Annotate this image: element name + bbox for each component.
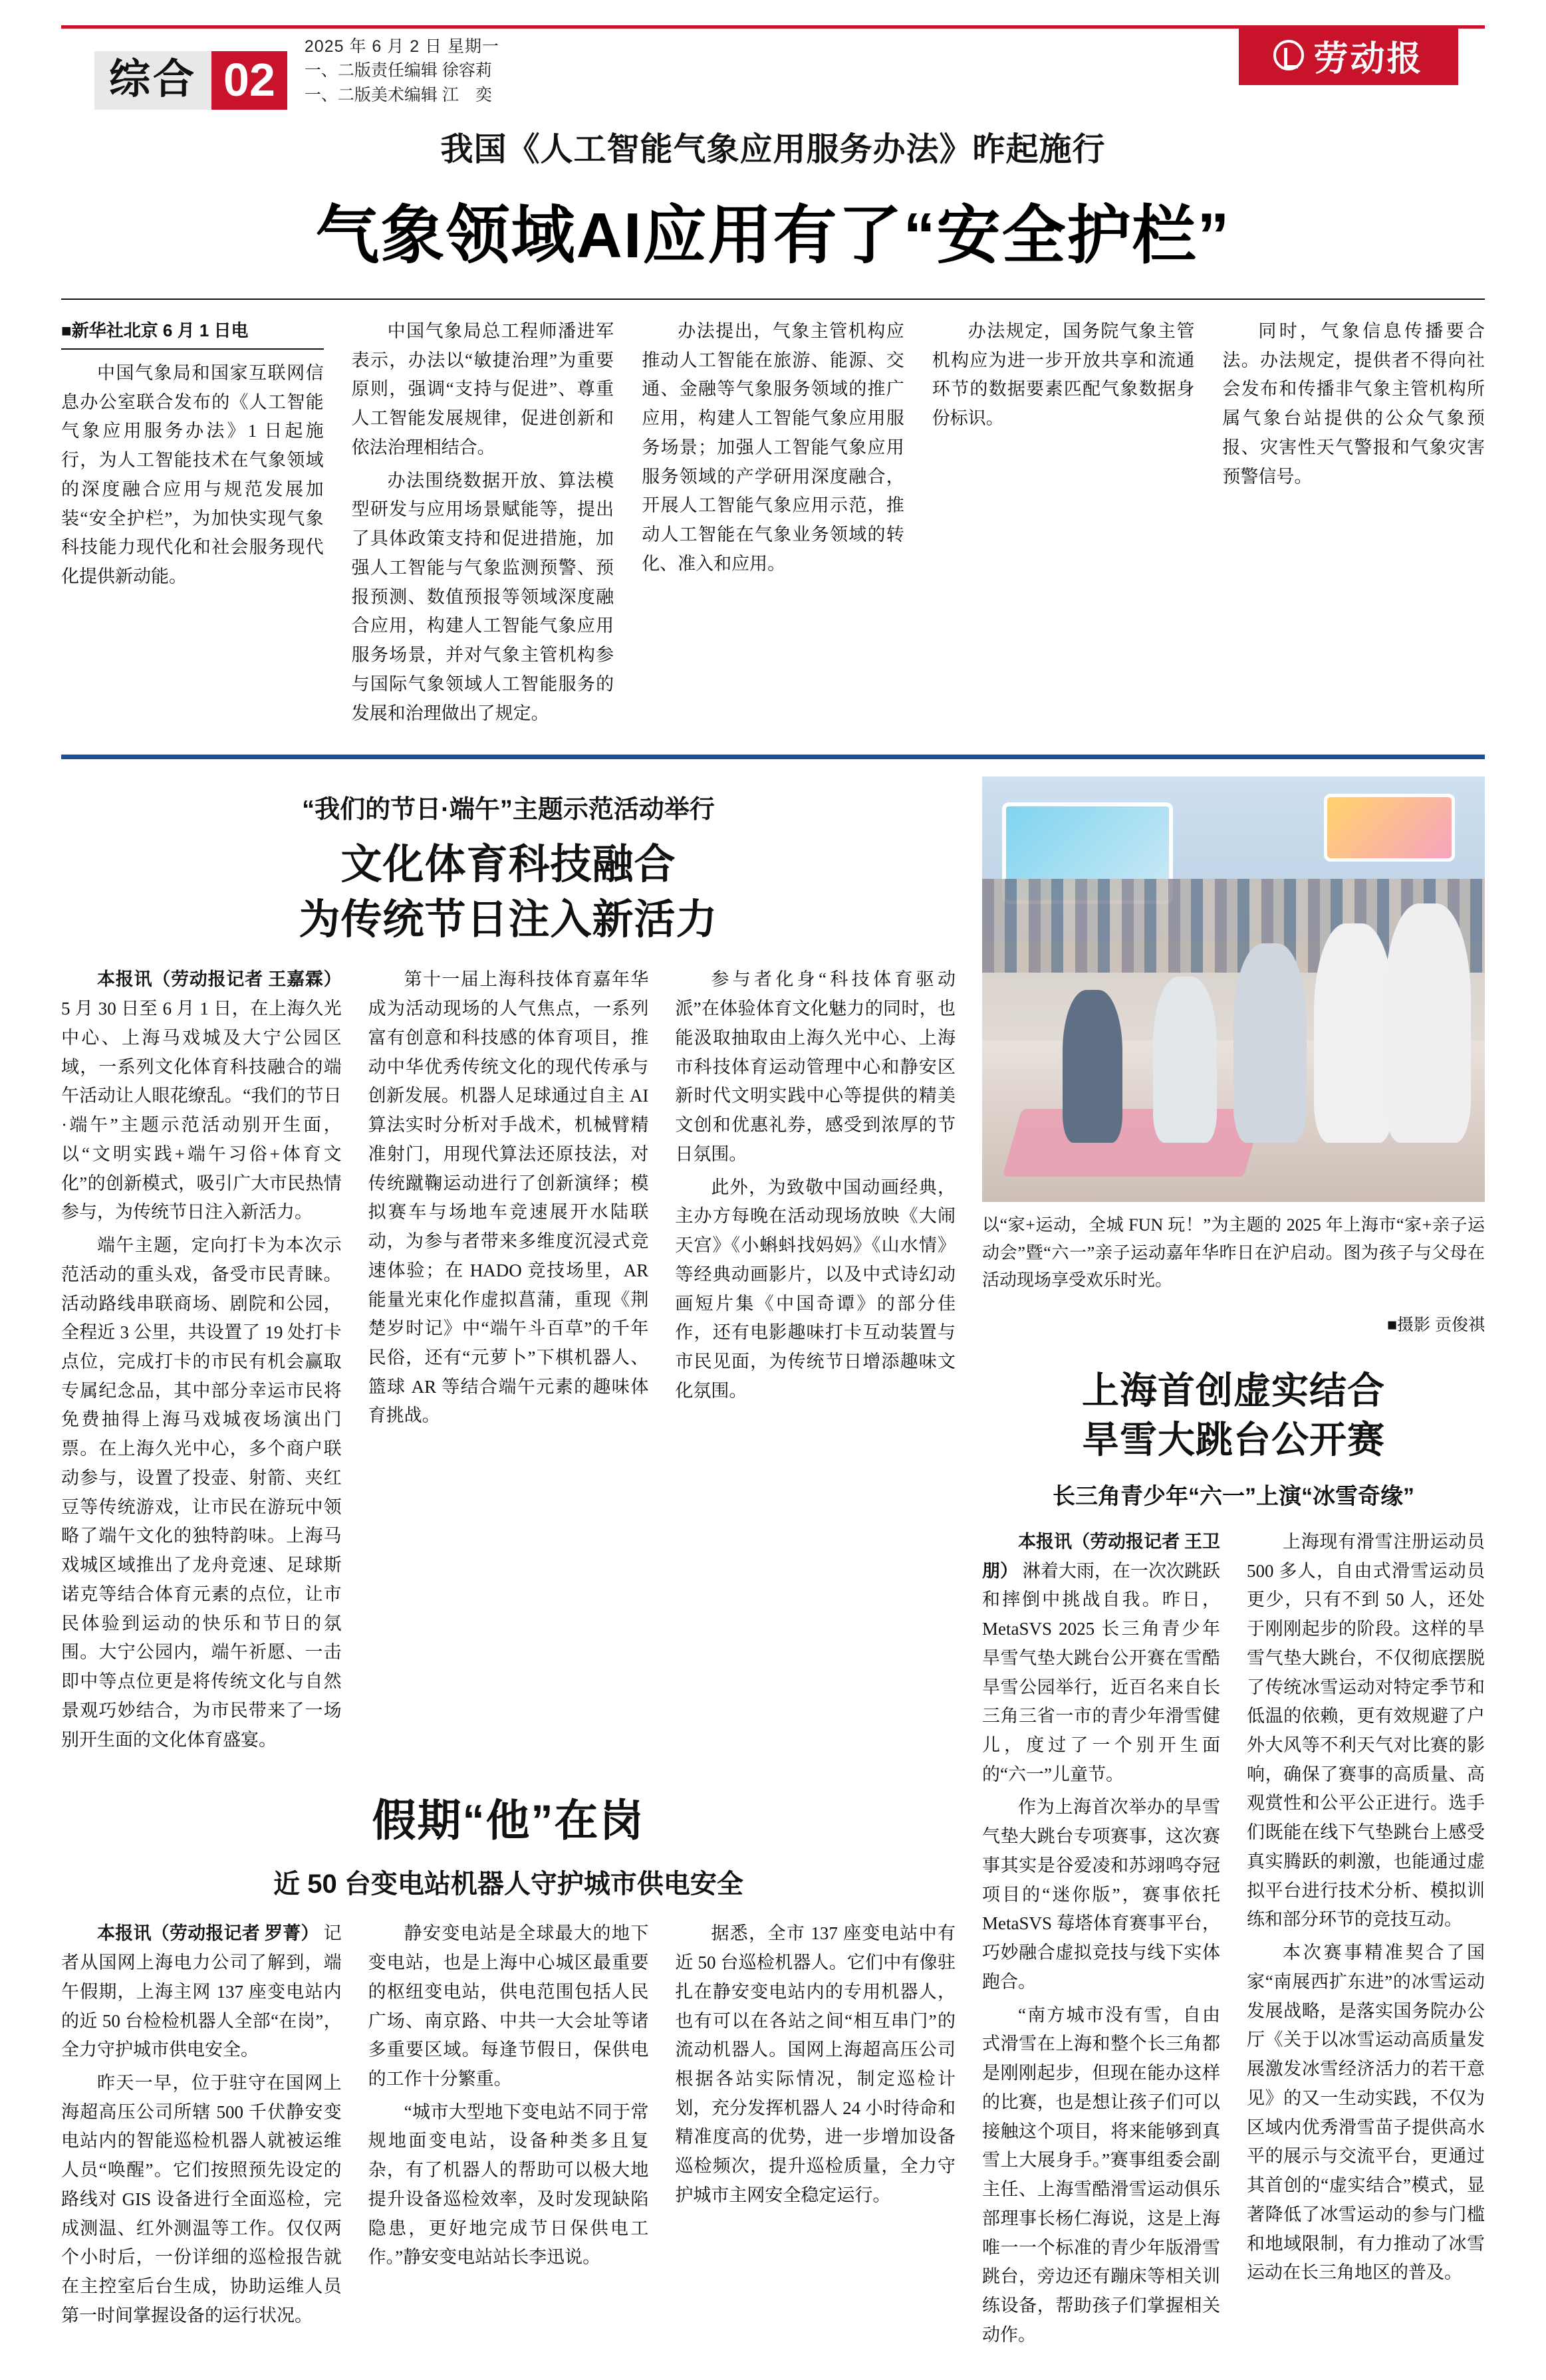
ski-byline-para xyxy=(982,1528,1220,1790)
robot-para-3: 静安变电站是全球最大的地下变电站，也是上海中心城区最重要的枢纽变电站，供电范围包括人民广场、南京路、中共一大会址等诸多重要区域。每逢节假日，保供电的工作十分繁重。 xyxy=(368,1923,649,2089)
feature-para-2: 端午主题，定向打卡为本次示范活动的重头戏，备受市民青睐。活动路线串联商场、剧院和公园，全程近 3 公里，共设置了 19 处打卡点位，完成打卡的市民有机会赢取专属纪念品，其中部分幸运市民将免费抽得上海马戏城夜场演出门票。在上海久光中心，多个商户联动参与，设置了投壶、射箭、夹红豆等传统游戏，让市民在游玩中领略了端午文化的独特韵味。上海马戏城区域推出了龙舟竞速、足球斯诺克等结合体育元素的点位，让市民体验到运动的快乐和节日的氛围。大宁公园内，端午祈愿、一击即中等点位更是将传统文化与自然景观巧妙结合，为市民带来了一场别开生面的文化体育盛宴。 xyxy=(61,1235,342,1750)
robot-headline-block xyxy=(61,1785,956,1901)
feature-col-3 xyxy=(675,965,956,1758)
photo-block xyxy=(982,776,1485,1336)
masthead-left xyxy=(94,35,499,110)
middle-section xyxy=(61,776,1485,2353)
feature-body xyxy=(61,965,956,1758)
editor-line-1: 一、二版责任编辑 徐容莉 xyxy=(304,61,492,80)
lead-para-5: 办法规定，国务院气象主管机构应为进一步开放共享和流通环节的数据要素匹配气象数据身份标识。 xyxy=(932,321,1195,429)
feature-para-5: 此外，为致敬中国动画经典，主办方每晚在活动现场放映《大闹天宫》《小蝌蚪找妈妈》《山水情》等经典动画影片，以及中式诗幻动画短片集《中国奇谭》的部分佳作，还有电影趣味打卡互动装置与市民见面，为传统节日增添趣味文化氛围。 xyxy=(675,1177,956,1401)
robot-subtitle: 近 50 台变电站机器人守护城市供电安全 xyxy=(273,1869,743,1899)
lead-headline: 气象领域AI应用有了“安全护栏” xyxy=(315,200,1231,271)
feature-col-2 xyxy=(368,965,649,1758)
lead-para-6: 同时，气象信息传播要合法。办法规定，提供者不得向社会发布和传播非气象主管机构所属气象台站提供的公众气象预报、灾害性天气警报和气象灾害预警信号。 xyxy=(1222,321,1485,487)
ski-byline: 本报讯（劳动报记者 王卫朋） xyxy=(982,1531,1220,1581)
masthead xyxy=(61,0,1485,120)
editor-line-2: 一、二版美术编辑 江 奕 xyxy=(304,85,492,104)
robot-para-4: “城市大型地下变电站不同于常规地面变电站，设备种类多且复杂，有了机器人的帮助可以极大地提升设备巡检效率，及时发现缺陷隐患，更好地完成节日保供电工作。”静安变电站站长李迅说。 xyxy=(368,2101,649,2268)
robot-col-3 xyxy=(675,1919,956,2334)
lead-dateline: ■新华社北京 6 月 1 日电 xyxy=(61,317,324,350)
feature-byline-para xyxy=(61,965,342,1227)
photo-play-mat xyxy=(1003,1109,1263,1177)
lead-col-5 xyxy=(1222,317,1485,732)
robot-byline: 本报讯（劳动报记者 罗菁） xyxy=(97,1923,319,1944)
ski-title-line-1: 上海首创虚实结合 xyxy=(1082,1369,1385,1412)
ski-para-1: 淋着大雨，在一次次跳跃和摔倒中挑战自我。昨日，MetaSVS 2025 长三角青少年旱雪气垫大跳台公开赛在雪酷旱雪公园举行，近百名来自长三角三省一市的青少年滑雪健儿，度过了一个别开生面的“六一”儿童节。 xyxy=(982,1560,1221,1784)
lead-para-1: 中国气象局和国家互联网信息办公室联合发布的《人工智能气象应用服务办法》1 日起施行，为人工智能技术在气象领域的深度融合应用与规范发展加装“安全护栏”，为加快实现气象科技能力现代化和社会服务现代化提供新动能。 xyxy=(61,363,324,587)
ski-subtitle: 长三角青少年“六一”上演“冰雪奇缘” xyxy=(1053,1483,1414,1509)
photo-figure-2 xyxy=(1153,977,1217,1143)
ski-headline-block xyxy=(982,1366,1485,1510)
photo-figure-3 xyxy=(1233,943,1307,1143)
ski-para-5: 本次赛事精准契合了国家“南展西扩东进”的冰雪运动发展战略，是落实国务院办公厅《关于以冰雪运动高质量发展激发冰雪经济活力的若干意见》的又一生动实践，不仅为区域内优秀滑雪苗子提供高水平的展示与交流平台，更通过其首创的“虚实结合”模式，显著降低了冰雪运动的参与门槛和地域限制，有力推动了冰雪运动在长三角地区的普及。 xyxy=(1247,1943,1485,2283)
robot-col-2 xyxy=(368,1919,649,2334)
photo-banner-right xyxy=(1324,794,1455,862)
ski-body xyxy=(982,1528,1485,2354)
photo-figure-1 xyxy=(1063,990,1122,1143)
feature-para-1: 5 月 30 日至 6 月 1 日，在上海久光中心、上海马戏城及大宁公园区域，一系列文化体育科技融合的端午活动让人眼花缭乱。“我们的节日·端午”主题示范活动别开生面，以“文明实践+端午习俗+体育文化”的创新模式，吸引广大市民热情参与，为传统节日注入新活力。 xyxy=(61,999,342,1223)
masthead-meta xyxy=(305,35,499,110)
right-column xyxy=(982,776,1485,2353)
photo-credit: ■摄影 贡俊祺 xyxy=(1386,1316,1485,1335)
lead-col-3 xyxy=(642,317,904,732)
photo-caption: 以“家+运动，全城 FUN 玩！”为主题的 2025 年上海市“家+亲子运动会”暨“六一”亲子运动嘉年华昨日在沪启动。图为孩子与父母在活动现场享受欢乐时光。 xyxy=(982,1215,1485,1290)
ski-title-line-2: 旱雪大跳台公开赛 xyxy=(1082,1418,1385,1461)
ski-col-1 xyxy=(982,1528,1220,2354)
section-name: 综合 xyxy=(94,51,211,110)
lead-body xyxy=(61,317,1485,732)
lead-col-1 xyxy=(61,317,324,732)
event-photo xyxy=(982,776,1485,1202)
lead-para-3: 办法围绕数据开放、算法模型研发与应用场景赋能等，提出了具体政策支持和促进措施，加强人工智能与气象监测预警、预报预测、数值预报等领域深度融合应用，构建人工智能气象应用服务场景，并对气象主管机构参与国际气象领域人工智能服务的发展和治理做出了规定。 xyxy=(351,470,614,723)
issue-date: 2025 年 6 月 2 日 星期一 xyxy=(304,37,499,56)
feature-para-4: 参与者化身“科技体育驱动派”在体验体育文化魅力的同时，也能汲取抽取由上海久光中心、上海市科技体育运动管理中心和静安区新时代文明实践中心等提供的精美文创和优惠礼券，感受到浓厚的节日氛围。 xyxy=(675,969,956,1164)
feature-title-line-2: 为传统节日注入新活力 xyxy=(299,896,718,943)
feature-col-1 xyxy=(61,965,342,1758)
section-divider xyxy=(61,755,1485,759)
lead-para-2: 中国气象局总工程师潘进军表示，办法以“敏捷治理”为重要原则，强调“支持与促进”、尊重人工智能发展规律，促进创新和依法治理相结合。 xyxy=(351,321,614,457)
logo-text: 劳动报 xyxy=(1313,39,1424,78)
ski-para-2: 作为上海首次举办的旱雪气垫大跳台专项赛事，这次赛事其实是谷爱凌和苏翊鸣夺冠项目的“迷你版”，赛事依托 MetaSVS 莓塔体育赛事平台，巧妙融合虚拟竞技与线下实体跑合。 xyxy=(982,1797,1220,1992)
logo-mark-icon xyxy=(1273,40,1304,70)
lead-para-4: 办法提出，气象主管机构应推动人工智能在旅游、能源、交通、金融等气象服务领域的推广应用，构建人工智能气象应用服务场景；加强人工智能气象应用服务领域的产学研用深度融合，开展人工智能气象应用示范，推动人工智能在气象业务领域的转化、准入和应用。 xyxy=(642,321,904,574)
newspaper-logo xyxy=(1239,25,1458,85)
robot-title: 假期“他”在岗 xyxy=(372,1796,645,1845)
robot-byline-para xyxy=(61,1919,342,2065)
lead-shoulder: 我国《人工智能气象应用服务办法》昨起施行 xyxy=(440,132,1106,168)
ski-para-3: “南方城市没有雪，自由式滑雪在上海和整个长三角都是刚刚起步，但现在能办这样的比赛，也是想让孩子们可以接触这个项目，将来能够到真雪上大展身手。”赛事组委会副主任、上海雪酷滑雪运动俱乐部理事长杨仁海说，这是上海唯一一个标准的青少年版滑雪跳台，旁边还有蹦床等相关训练设备，帮助孩子们掌握相关动作。 xyxy=(982,2004,1220,2345)
lead-col-2 xyxy=(352,317,614,732)
page-number: 02 xyxy=(211,51,287,110)
lead-col-4 xyxy=(932,317,1195,732)
lead-headline-block xyxy=(61,124,1485,276)
lead-divider xyxy=(61,298,1485,300)
robot-col-1 xyxy=(61,1919,342,2334)
robot-body xyxy=(61,1919,956,2334)
feature-headline-block xyxy=(61,788,956,947)
photo-figure-4 xyxy=(1314,923,1394,1143)
ski-para-4: 上海现有滑雪注册运动员 500 多人，自由式滑雪运动员更少，只有不到 50 人，还处于刚刚起步的阶段。这样的旱雪气垫大跳台，不仅彻底摆脱了传统冰雪运动对特定季节和低温的依赖，更有效规避了户外大风等不利天气对比赛的影响，确保了赛事的高质量、高观赏性和公平公正进行。选手们既能在线下气垫跳台上感受真实腾跃的刺激，也能通过虚拟平台进行技术分析、模拟训练和部分环节的竞技互动。 xyxy=(1247,1531,1485,1930)
ski-col-2 xyxy=(1247,1528,1485,2354)
feature-story xyxy=(61,776,956,2353)
robot-para-2: 昨天一早，位于驻守在国网上海超高压公司所辖 500 千伏静安变电站内的智能巡检机器人就被运维人员“唤醒”。它们按照预先设定的路线对 GIS 设备进行全面巡检，完成测温、红外测温等工作。仅仅两个小时后，一份详细的巡检报告就在主控室后台生成，协助运维人员第一时间掌握设备的运行状况。 xyxy=(61,2072,342,2325)
feature-title-line-1: 文化体育科技融合 xyxy=(340,842,676,888)
feature-para-3: 第十一届上海科技体育嘉年华成为活动现场的人气焦点，一系列富有创意和科技感的体育项目，推动中华优秀传统文化的现代传承与创新发展。机器人足球通过自主 AI 算法实时分析对手战术，机械臂精准射门，用现代算法还原技法，对传统蹴鞠运动进行了创新演绎；模拟赛车与场地车竞速展开水陆联动，为参与者带来多维度沉浸式竞速体验；在 HADO 竞技场里，AR 能量光束化作虚拟菖蒲，重现《荆楚岁时记》中“端午斗百草”的千年民俗，还有“元萝卜”下棋机器人、篮球 AR 等结合端午元素的趣味体育挑战。 xyxy=(368,969,649,1426)
photo-figure-5 xyxy=(1384,903,1471,1143)
feature-shoulder: “我们的节日·端午”主题示范活动举行 xyxy=(302,796,715,824)
robot-para-1: 记者从国网上海电力公司了解到，端午假期，上海主网 137 座变电站内的近 50 台检检机器人全部“在岗”，全力守护城市供电安全。 xyxy=(61,1923,342,2060)
robot-para-5: 据悉，全市 137 座变电站中有近 50 台巡检机器人。它们中有像驻扎在静安变电站内的专用机器人，也有可以在各站之间“相互串门”的流动机器人。国网上海超高压公司根据各站实际情况，制定巡检计划，充分发挥机器人 24 小时待命和精准度高的优势，进一步增加设备巡检频次，提升巡检质量，全力守护城市主网安全稳定运行。 xyxy=(675,1923,956,2205)
feature-byline: 本报讯（劳动报记者 王嘉霖） xyxy=(97,969,342,990)
